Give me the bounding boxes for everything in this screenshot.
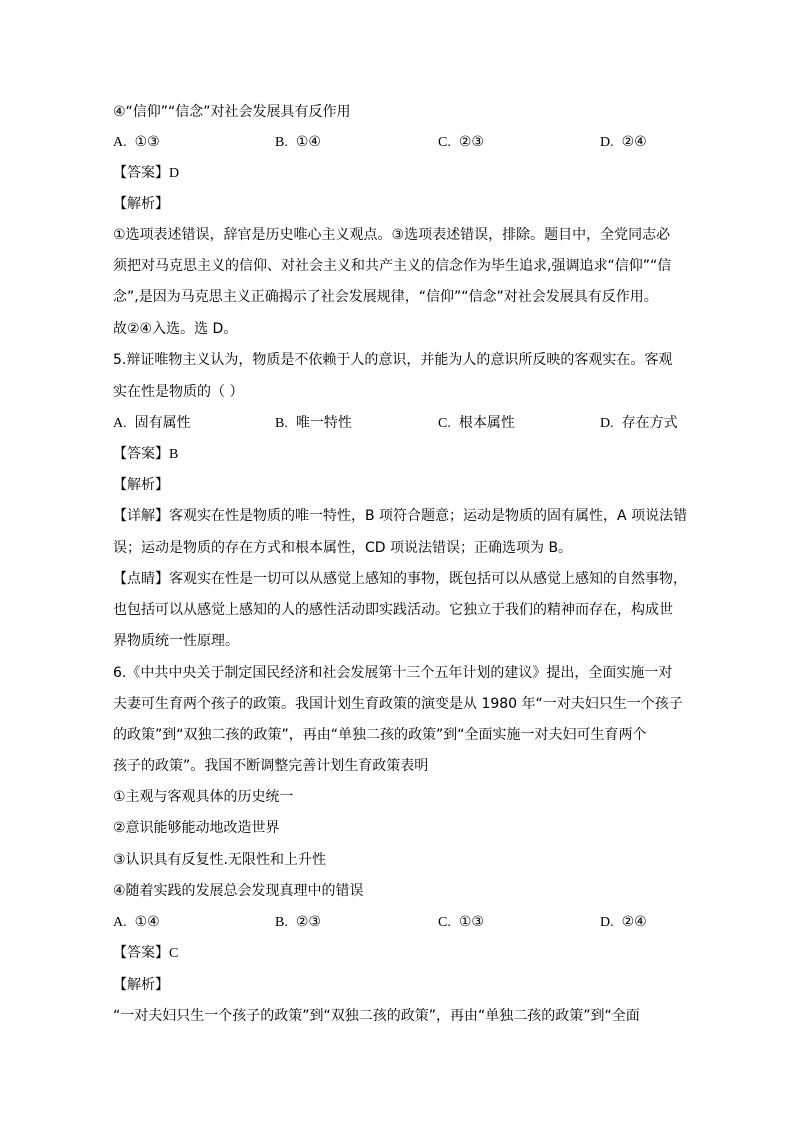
q6-stem-line: 孩子的政策”。我国不断调整完善计划生育政策表明 — [113, 758, 429, 774]
option-letter: D. — [600, 416, 614, 431]
option-text: 根本属性 — [458, 415, 515, 431]
q5-tip-line: 也包括可以从感觉上感知的人的感性活动即实践活动。它独立于我们的精神而存在，构成世 — [113, 602, 673, 618]
q6-stem-line: 6.《中共中央关于制定国民经济和社会发展第十三个五年计划的建议》提出，全面实施一对 — [113, 665, 673, 681]
q5-detail-line: 误；运动是物质的存在方式和根本属性，CD 项说法错误；正确选项为 B。 — [113, 540, 573, 556]
option-letter: C. — [438, 915, 451, 930]
option-text: ②④ — [621, 134, 647, 150]
option-letter: C. — [438, 416, 451, 431]
q5-option-c — [438, 413, 515, 434]
q4-analysis-line: 须把对马克思主义的信仰、对社会主义和共产主义的信念作为毕生追求,强调追求“信仰”“信 — [113, 258, 672, 274]
q5-detail-line: 【详解】客观实在性是物质的唯一特性，B 项符合题意；运动是物质的固有属性，A 项说法错 — [113, 508, 688, 524]
q6-analysis-line: “一对夫妇只生一个孩子的政策”到“双独二孩的政策”，再由“单独二孩的政策”到“全面 — [113, 1008, 640, 1024]
q4-analysis-line: 故②④入选。选 D。 — [113, 321, 238, 337]
q4-analysis-line: 念”,是因为马克思主义正确揭示了社会发展规律，“信仰”“信念”对社会发展具有反作用。 — [113, 289, 658, 305]
q5-answer — [113, 444, 683, 465]
q4-analysis-label: 【解析】 — [113, 196, 169, 212]
q4-option-d — [600, 132, 647, 153]
option-text: ①④ — [134, 914, 160, 930]
answer-value: C — [169, 946, 179, 961]
q6-item-3: ③认识具有反复性.无限性和上升性 — [113, 852, 327, 868]
answer-label: 【答案】 — [113, 446, 169, 462]
q4-option-b — [275, 132, 321, 153]
option-letter: C. — [438, 135, 451, 150]
q4-answer — [113, 163, 683, 184]
option-text: ②③ — [458, 134, 484, 150]
option-letter: B. — [275, 135, 288, 150]
option-letter: D. — [600, 915, 614, 930]
option-letter: D. — [600, 135, 614, 150]
option-text: ②④ — [621, 914, 647, 930]
q6-option-c — [438, 912, 484, 933]
q6-analysis-label: 【解析】 — [113, 977, 169, 993]
q5-option-a — [113, 413, 191, 434]
option-text: ②③ — [295, 914, 321, 930]
q6-stem-line: 的政策”到“双独二孩的政策”，再由“单独二孩的政策”到“全面实施一对夫妇可生育两个 — [113, 727, 647, 743]
q6-item-2: ②意识能够能动地改造世界 — [113, 820, 280, 836]
option-text: ①③ — [458, 914, 484, 930]
q6-stem-line: 夫妻可生育两个孩子的政策。我国计划生育政策的演变是从 1980 年“一对夫妇只生一个孩子 — [113, 696, 683, 712]
q6-option-a — [113, 912, 160, 933]
q4-option-c — [438, 132, 484, 153]
q6-answer — [113, 943, 683, 964]
option-text: 唯一特性 — [295, 415, 352, 431]
q5-stem-line: 实在性是物质的（ ） — [113, 384, 244, 400]
option-letter: A. — [113, 416, 127, 431]
q4-option-a — [113, 132, 160, 153]
q6-option-b — [275, 912, 321, 933]
q5-stem-line: 5.辩证唯物主义认为，物质是不依赖于人的意识，并能为人的意识所反映的客观实在。客观 — [113, 352, 673, 368]
option-text: 固有属性 — [134, 415, 191, 431]
q4-analysis-line: ①选项表述错误，辞官是历史唯心主义观点。③选项表述错误，排除。题目中，全党同志必 — [113, 227, 671, 243]
answer-value: D — [169, 166, 180, 181]
q6-option-d — [600, 912, 647, 933]
q5-analysis-label: 【解析】 — [113, 477, 169, 493]
option-letter: A. — [113, 915, 127, 930]
q6-item-1: ①主观与客观具体的历史统一 — [113, 789, 294, 805]
option-text: ①④ — [295, 134, 321, 150]
q5-option-b — [275, 413, 352, 434]
q5-option-d — [600, 413, 678, 434]
option-letter: B. — [275, 915, 288, 930]
answer-value: B — [169, 447, 179, 462]
option-letter: B. — [275, 416, 288, 431]
option-text: ①③ — [134, 134, 160, 150]
q5-tip-line: 界物质统一性原理。 — [113, 633, 239, 649]
q6-item-4: ④随着实践的发展总会发现真理中的错误 — [113, 883, 364, 899]
option-letter: A. — [113, 135, 127, 150]
answer-label: 【答案】 — [113, 165, 169, 181]
q5-tip-line: 【点睛】客观实在性是一切可以从感觉上感知的事物，既包括可以从感觉上感知的自然事物， — [113, 571, 687, 587]
option-text: 存在方式 — [621, 415, 678, 431]
q4-item-4: ④“信仰”“信念”对社会发展具有反作用 — [113, 104, 351, 120]
answer-label: 【答案】 — [113, 945, 169, 961]
